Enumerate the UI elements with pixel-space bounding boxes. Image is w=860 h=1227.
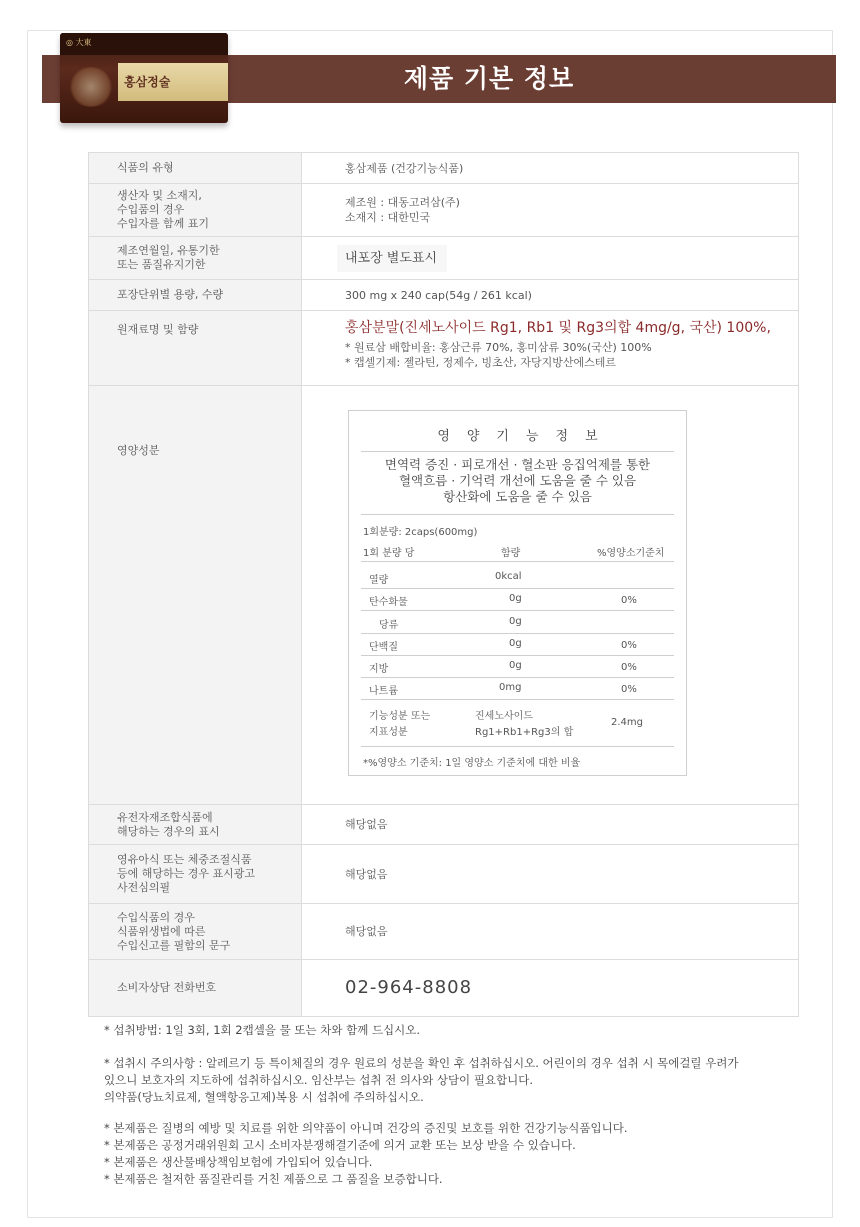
row-label: 영양성분 (89, 386, 302, 805)
row-label-line: 해당하는 경우의 표시 (117, 824, 220, 838)
functional-amount: 2.4mg (611, 717, 643, 728)
row-value-line: 제조원 : 대동고려삼(주) (345, 196, 460, 209)
divider (361, 655, 674, 656)
divider (361, 746, 674, 747)
row-value: 300 mg x 240 cap(54g / 261 kcal) (302, 280, 799, 311)
nutrition-header-amount: 함량 (501, 548, 521, 559)
table-row (89, 960, 799, 1017)
flower-decoration-icon (68, 67, 114, 107)
product-box-label-text: 홍삼정술 (124, 75, 171, 89)
nutrient-amount: 0g (509, 660, 522, 671)
nutrient-amount: 0g (509, 616, 522, 627)
consumer-phone-number: 02-964-8808 (345, 976, 473, 998)
nutrition-description-line: 혈액흐름 · 기억력 개선에 도움을 줄 수 있음 (398, 473, 637, 488)
note-line: * 섭취시 주의사항 : 알레르기 등 특이체질의 경우 원료의 성분을 확인 후 섭취하십시오. 어린이의 경우 섭취 시 목에걸릴 우려가 (104, 1056, 739, 1070)
nutrient-name: 열량 (369, 575, 389, 586)
row-label-line: 사전심의필 (117, 881, 171, 894)
row-value: 홍삼제품 (건강기능식품) (302, 153, 799, 184)
row-label-line: 유전자재조합식품에 (117, 810, 213, 824)
nutrition-description-line: 면역력 증진 · 피로개선 · 혈소판 응집억제를 통한 (384, 457, 651, 472)
row-value: 해당없음 (302, 805, 799, 845)
nutrient-name: 탄수화물 (369, 597, 408, 608)
row-label: 원재료명 및 함량 (89, 311, 302, 386)
note-line: * 본제품은 질병의 예방 및 치료를 위한 의약품이 아니며 건강의 증진및 보호를 위한 건강기능식품입니다. (104, 1121, 628, 1135)
nutrition-title: 영양기능정보 (437, 429, 615, 444)
divider (361, 610, 674, 611)
row-label: 소비자상담 전화번호 (89, 960, 302, 1017)
note-line: 의약품(당뇨치료제, 혈액항응고제)복용 시 섭취에 주의하십시오. (104, 1090, 424, 1104)
row-label-line: 수입품의 경우 (117, 203, 185, 216)
nutrient-amount: 0g (509, 593, 522, 604)
nutrient-amount: 0g (509, 638, 522, 649)
row-value (302, 311, 799, 386)
row-label-line: 수입신고를 필함의 문구 (117, 938, 231, 952)
note-line: * 본제품은 생산물배상책임보험에 가입되어 있습니다. (104, 1155, 373, 1169)
row-value: 해당없음 (302, 845, 799, 904)
row-value-line: * 캡셀기제: 젤라틴, 정제수, 빙초산, 자당지방산에스테르 (345, 356, 616, 369)
row-label (89, 845, 302, 904)
nutrient-name: 당류 (379, 620, 399, 631)
divider (361, 451, 674, 452)
nutrition-header-percent: %영양소기준치 (597, 548, 665, 559)
divider (361, 699, 674, 700)
product-box-label (118, 63, 228, 101)
packaging-date-text: 내포장 별도표시 (337, 245, 447, 272)
divider (361, 588, 674, 589)
note-line: * 섭취방법: 1일 3회, 1회 2캡셀을 물 또는 차와 함께 드십시오. (104, 1023, 421, 1037)
table-row (89, 280, 799, 311)
note-line: * 본제품은 철저한 품질관리를 거친 제품으로 그 품질을 보증합니다. (104, 1172, 443, 1186)
notes-section (104, 1022, 824, 1188)
row-label-line: 등에 해당하는 경우 표시광고 (117, 867, 256, 880)
row-value (302, 184, 799, 237)
functional-ingredient (475, 709, 573, 741)
functional-ingredient-line: Rg1+Rb1+Rg3의 합 (475, 727, 574, 738)
row-label-line: 또는 품질유지기한 (117, 258, 206, 271)
nutrient-percent: 0% (621, 595, 637, 606)
nutrient-percent: 0% (621, 684, 637, 695)
nutrient-name: 나트륨 (369, 686, 398, 697)
nutrient-percent: 0% (621, 640, 637, 651)
nutrition-footnote: *%영양소 기준치: 1일 영양소 기준치에 대한 비율 (363, 758, 581, 769)
serving-size: 1회분량: 2caps(600mg) (363, 527, 478, 538)
row-label-line: 수입식품의 경우 (117, 910, 195, 924)
table-row (89, 904, 799, 960)
functional-name-line: 기능성분 또는 (369, 711, 431, 722)
row-label: 포장단위별 용량, 수량 (89, 280, 302, 311)
note-line: * 본제품은 공정거래위원회 고시 소비자분쟁해결기준에 의거 교환 또는 보상 받을 수 있습니다. (104, 1138, 576, 1152)
row-label-line: 생산자 및 소재지, (117, 189, 202, 202)
row-value-line: 소재지 : 대한민국 (345, 211, 431, 224)
product-box-image (60, 33, 228, 123)
nutrition-description-line: 항산화에 도움을 줄 수 있음 (443, 489, 592, 504)
page-title: 제품 기본 정보 (403, 64, 575, 93)
ingredient-main-text: 홍삼분말(진세노사이드 Rg1, Rb1 및 Rg3의합 4mg/g, 국산) 100%, (345, 320, 771, 336)
nutrient-name: 단백질 (369, 642, 398, 653)
functional-component-name (369, 709, 430, 741)
table-row (89, 184, 799, 237)
row-value (302, 960, 799, 1017)
row-label-line: 식품위생법에 따른 (117, 924, 206, 938)
divider (361, 633, 674, 634)
nutrition-header-per-serving: 1회 분량 당 (363, 548, 415, 559)
divider (361, 561, 674, 562)
nutrient-amount: 0mg (499, 682, 522, 693)
nutrient-amount: 0kcal (495, 571, 522, 582)
divider (361, 514, 674, 515)
brand-logo-icon: ◎ 大東 (66, 38, 92, 47)
nutrition-description (349, 457, 686, 505)
row-label (89, 237, 302, 280)
note-line: 있으니 보호자의 지도하에 섭취하십시오. 임산부는 섭취 전 의사와 상담이 필요합니다. (104, 1073, 534, 1087)
row-value-line: * 원료삼 배합비율: 홍삼근류 70%, 홍미삼류 30%(국산) 100% (345, 341, 652, 354)
row-label-line: 수입자를 함께 표기 (117, 217, 210, 230)
functional-name-line: 지표성분 (369, 727, 408, 738)
table-row (89, 805, 799, 845)
row-label-line: 제조연월일, 유통기한 (117, 244, 220, 257)
row-value (302, 237, 799, 280)
table-row (89, 237, 799, 280)
row-label (89, 805, 302, 845)
table-row (89, 845, 799, 904)
divider (361, 677, 674, 678)
row-label (89, 184, 302, 237)
nutrition-info-box (348, 410, 687, 776)
row-label (89, 904, 302, 960)
table-row (89, 153, 799, 184)
row-value: 해당없음 (302, 904, 799, 960)
nutrient-name: 지방 (369, 664, 389, 675)
row-label-line: 영유아식 또는 체중조절식품 (117, 853, 252, 866)
row-label: 식품의 유형 (89, 153, 302, 184)
nutrient-percent: 0% (621, 662, 637, 673)
functional-ingredient-line: 진세노사이드 (475, 711, 533, 722)
table-row (89, 311, 799, 386)
